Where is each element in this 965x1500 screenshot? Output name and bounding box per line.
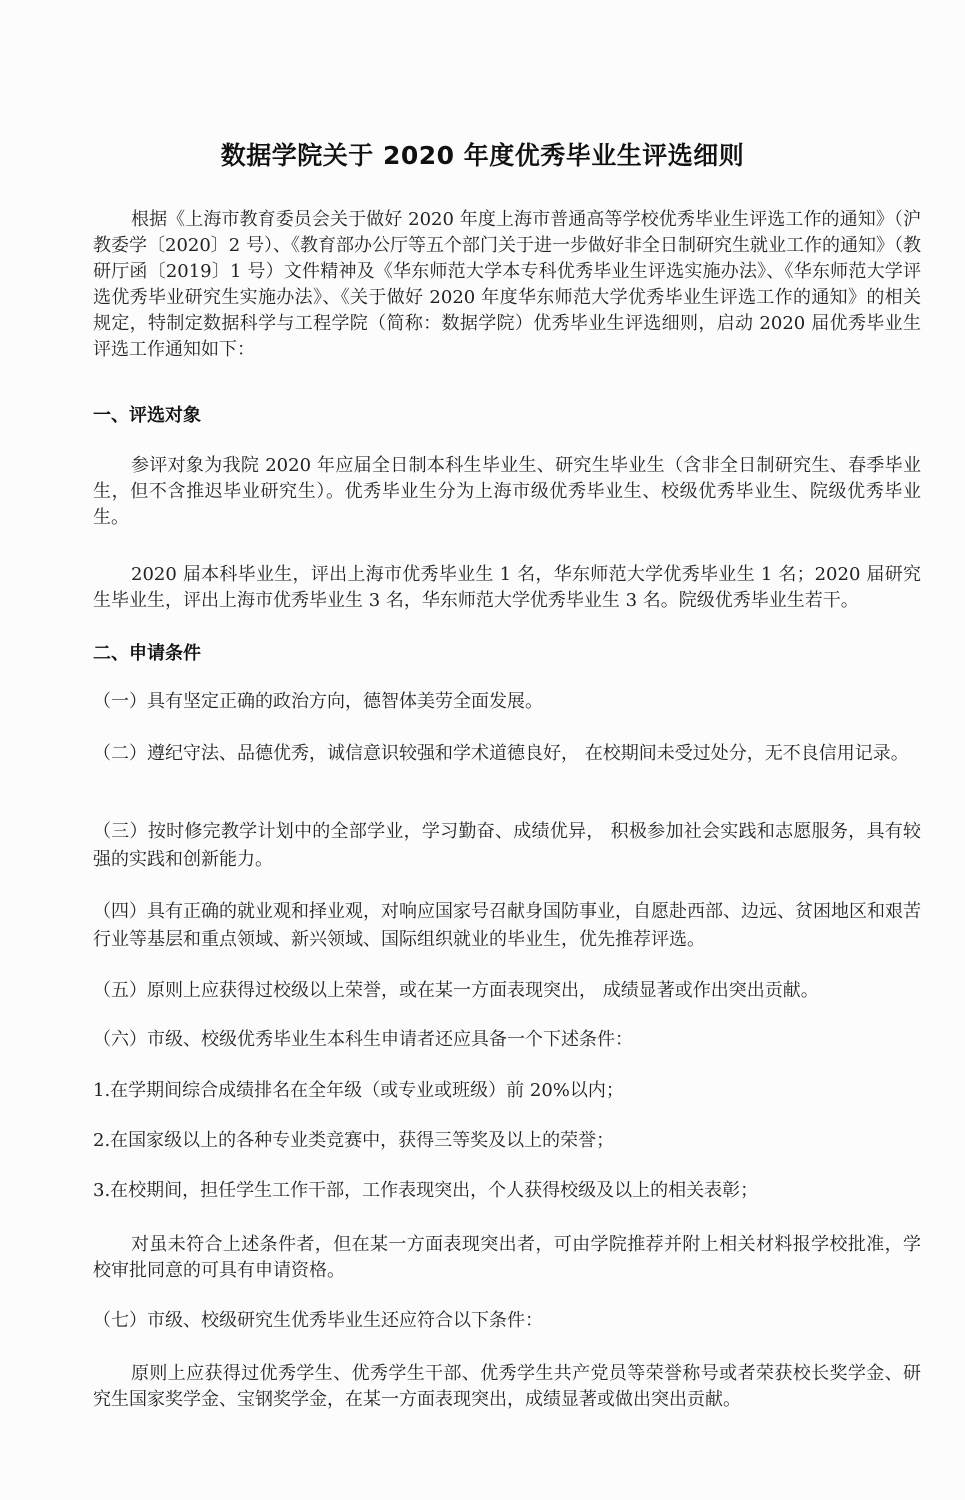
exception-note: 对虽未符合上述条件者，但在某一方面表现突出者，可由学院推荐并附上相关材料报学校批准，学校审批同意的可具有申请资格。 — [93, 1234, 921, 1281]
condition-item-4: （四）具有正确的就业观和择业观，对响应国家号召献身国防事业，自愿赴西部、边远、贫困地区和艰苦行业等基层和重点领域、新兴领域、国际组织就业的毕业生，优先推荐评选。 — [93, 901, 921, 950]
condition-item-3: （三）按时修完教学计划中的全部学业，学习勤奋、成绩优异， 积极参加社会实践和志愿服务，具有较强的实践和创新能力。 — [93, 821, 921, 870]
section-heading-eligible: 一、评选对象 — [93, 405, 201, 426]
condition-item-2: （二）遵纪守法、品德优秀，诚信意识较强和学术道德良好， 在校期间未受过处分，无不良信用记录。 — [93, 743, 909, 764]
condition-item-7: （七）市级、校级研究生优秀毕业生还应符合以下条件： — [93, 1310, 543, 1331]
section-heading-conditions: 二、申请条件 — [93, 643, 201, 664]
condition-item-1: （一）具有坚定正确的政治方向，德智体美劳全面发展。 — [93, 691, 543, 712]
undergrad-condition-3: 3.在校期间，担任学生工作干部，工作表现突出，个人获得校级及以上的相关表彰； — [93, 1180, 759, 1201]
condition-item-5: （五）原则上应获得过校级以上荣誉，或在某一方面表现突出， 成绩显著或作出突出贡献。 — [93, 980, 819, 1001]
document-title: 数据学院关于 2020 年度优秀毕业生评选细则 — [220, 141, 745, 170]
condition-item-6: （六）市级、校级优秀毕业生本科生申请者还应具备一个下述条件： — [93, 1029, 633, 1050]
graduate-condition-paragraph: 原则上应获得过优秀学生、优秀学生干部、优秀学生共产党员等荣誉称号或者荣获校长奖学金、研究生国家奖学金、宝钢奖学金，在某一方面表现突出，成绩显著或做出突出贡献。 — [93, 1363, 921, 1410]
quota-paragraph: 2020 届本科毕业生，评出上海市优秀毕业生 1 名，华东师范大学优秀毕业生 1 名；2020 届研究生毕业生，评出上海市优秀毕业生 3 名，华东师范大学优秀毕业生 3 名。院级优秀毕业生若干。 — [93, 564, 921, 611]
intro-paragraph: 根据《上海市教育委员会关于做好 2020 年度上海市普通高等学校优秀毕业生评选工作的通知》（沪教委学〔2020〕2 号）、《教育部办公厅等五个部门关于进一步做好非全日制研究生就业工作的通知》（教研厅函〔2019〕1 号）文件精神及《华东师范大学本专科优秀毕业生评选实施办法》、《华东师范大学评选优秀毕业研究生实施办法》、《关于做好 2020 年度华东师范大学优秀毕业生评选工作的通知》的相关规定，特制定数据科学与工程学院（简称：数据学院）优秀毕业生评选细则，启动 2020 届优秀毕业生评选工作通知如下： — [93, 209, 921, 360]
eligible-paragraph: 参评对象为我院 2020 年应届全日制本科生毕业生、研究生毕业生（含非全日制研究生、春季毕业生，但不含推迟毕业研究生）。优秀毕业生分为上海市级优秀毕业生、校级优秀毕业生、院级优秀毕业生。 — [93, 455, 921, 528]
undergrad-condition-1: 1.在学期间综合成绩排名在全年级（或专业或班级）前 20%以内； — [93, 1080, 624, 1101]
undergrad-condition-2: 2.在国家级以上的各种专业类竞赛中，获得三等奖及以上的荣誉； — [93, 1130, 615, 1151]
